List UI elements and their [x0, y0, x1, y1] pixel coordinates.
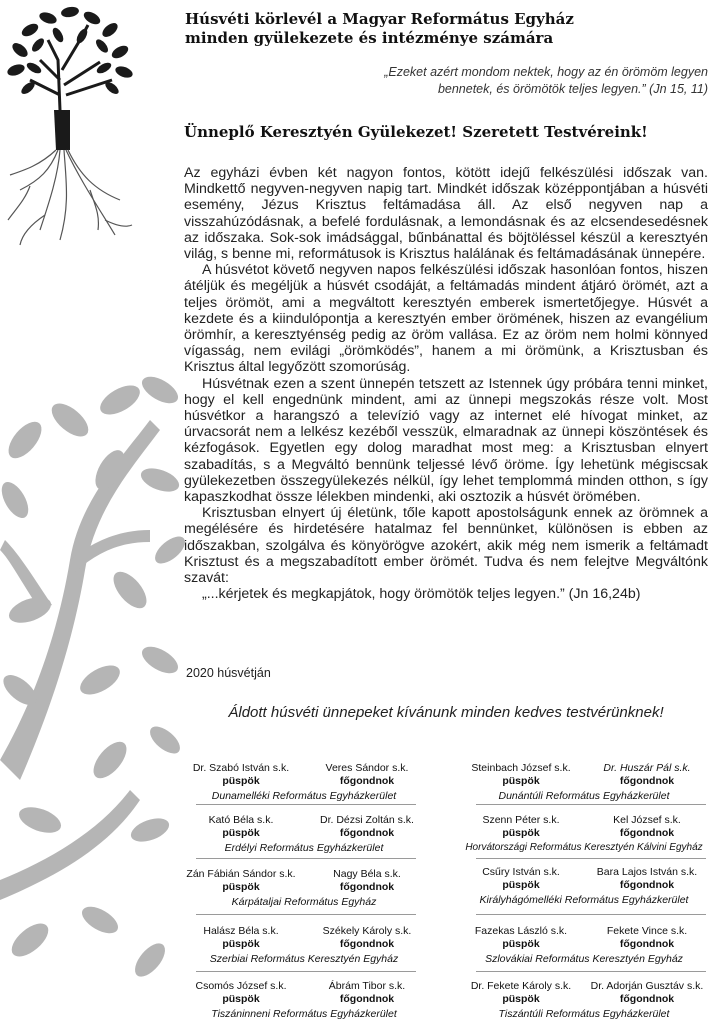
signature-block — [458, 925, 710, 969]
signer-name: Fekete Vince s.k. — [606, 925, 688, 937]
divider — [476, 804, 706, 805]
church-name: Dunamelléki Református Egyházkerület — [211, 790, 397, 802]
church-name: Erdélyi Református Egyházkerület — [224, 842, 384, 854]
signer-role: főgondnok — [339, 993, 395, 1005]
signer-role: püspök — [502, 775, 540, 787]
church-name: Dunántúli Református Egyházkerület — [498, 790, 670, 802]
signer-role: főgondnok — [619, 827, 675, 839]
signer-name: Csűry István s.k. — [482, 866, 560, 878]
signer-role: főgondnok — [339, 827, 395, 839]
signer-role: főgondnok — [619, 879, 675, 891]
signer-role: püspök — [222, 938, 260, 950]
signer-role: főgondnok — [619, 993, 675, 1005]
signer-role: püspök — [502, 993, 540, 1005]
signer-name: Steinbach József s.k. — [471, 762, 571, 774]
signer-role: püspök — [222, 827, 260, 839]
motto-line-1: „Ezeket azért mondom nektek, hogy az én örömöm legyen — [384, 65, 708, 79]
date-line: 2020 húsvétján — [186, 666, 271, 680]
title-line-1: Húsvéti körlevél a Magyar Református Egyház — [185, 10, 574, 28]
church-name: Tiszántúli Református Egyházkerület — [498, 1008, 670, 1020]
church-name: Horvátországi Református Keresztyén Kálvini Egyház — [465, 842, 703, 853]
signer-name: Zán Fábián Sándor s.k. — [186, 868, 296, 880]
paragraph-2: A húsvétot követő negyven napos felkészülési időszak hasonlóan fontos, hiszen átéljük és megéljük a húsvét csodáját, a feltámadás mindent átjáró örömét, azt a teljes örömöt, ami a megváltott keresztyén emberek ismertetőjegye. Húsvét a kezdete és a kiindulópontja a keresztyén ember örömének, hiszen az evangélium örömhír, a keresztyénség pedig az öröm vallása. Ez az öröm nem holmi könnyed vígasság, nem evilági „örömködés”, hanem a mi örömünk, a Krisztusban és Krisztus által legyőzött szomorúság. — [184, 262, 708, 376]
motto-line-2: bennetek, és örömötök teljes legyen.” (Jn 15, 11) — [437, 82, 708, 96]
divider — [476, 971, 706, 972]
signature-block — [178, 868, 430, 912]
title-line-2: minden gyülekezete és intézménye számára — [185, 29, 554, 47]
signer-role: főgondnok — [619, 938, 675, 950]
signer-name: Székely Károly s.k. — [322, 925, 412, 937]
signer-role: püspök — [502, 827, 540, 839]
signer-name: Halász Béla s.k. — [203, 925, 279, 937]
signer-role: püspök — [222, 993, 260, 1005]
paragraph-4: Krisztusban elnyert új életünk, tőle kapott apostolságunk ennek az örömnek a megélésére és hirdetésére hatalmaz fel bennünket, különösen is ebben az időszakban, szolgálva és könyörögve azokért, akik még nem ismerik a feltámadt Krisztust és a megszabadított ember örömét. Tudva és nem felejtve Megváltónk szavát: — [184, 505, 708, 587]
signature-block — [458, 762, 710, 806]
signer-role: főgondnok — [339, 938, 395, 950]
paragraph-3: Húsvétnak ezen a szent ünnepén tetszett az Istennek úgy próbára tenni minket, hogy el kell engednünk mindent, ami az ünnepi megszokás része volt. Most húsvétkor a harangszó a televízió vagy az internet elé hívogat minket, az úrvacsorát nem a lelkész kezéből vesszük, elmaradnak az ünnepi köszöntések és kézfogások. Egyetlen egy dolog maradhat most meg: a Krisztusban elnyert szabadítás, s a Megváltó bennünk teljessé lévő öröme. Így lehetünk mégiscsak gyülekezetben összegyülekezés nélkül, így lehet templommá minden otthon, s így kapaszkodhat össze lélekben mindenki, aki osztozik a húsvét örömében. — [184, 375, 708, 506]
church-name: Szerbiai Református Keresztyén Egyház — [209, 953, 399, 965]
signature-block — [458, 814, 710, 858]
signer-name: Dr. Huszár Pál s.k. — [603, 762, 691, 774]
divider — [196, 804, 416, 805]
divider — [196, 971, 416, 972]
signer-name: Bara Lajos István s.k. — [596, 866, 698, 878]
signer-name: Nagy Béla s.k. — [333, 868, 401, 880]
signature-block — [458, 980, 710, 1024]
church-name: Kárpátaljai Református Egyház — [231, 896, 377, 908]
signer-name: Dr. Fekete Károly s.k. — [470, 980, 572, 992]
signer-name: Ábrám Tibor s.k. — [328, 980, 406, 992]
divider — [196, 858, 416, 859]
signer-role: püspök — [222, 881, 260, 893]
closing-quote: „...kérjetek és megkapjátok, hogy örömötök teljes legyen.” (Jn 16,24b) — [202, 586, 641, 603]
divider — [476, 914, 706, 915]
signature-block — [178, 762, 430, 806]
signer-role: főgondnok — [619, 775, 675, 787]
divider — [196, 914, 416, 915]
signer-name: Kel József s.k. — [613, 814, 681, 826]
signer-name: Szenn Péter s.k. — [482, 814, 560, 826]
church-name: Királyhágómelléki Református Egyházkerület — [479, 894, 689, 906]
signer-name: Csomós József s.k. — [195, 980, 287, 992]
divider — [476, 858, 706, 859]
easter-wish: Áldott húsvéti ünnepeket kívánunk minden kedves testvérünknek! — [228, 704, 664, 721]
church-name: Tiszáninneni Református Egyházkerület — [211, 1008, 397, 1020]
signer-name: Dr. Adorján Gusztáv s.k. — [590, 980, 704, 992]
signer-name: Kató Béla s.k. — [208, 814, 274, 826]
signer-name: Dr. Szabó István s.k. — [192, 762, 290, 774]
signature-block — [178, 925, 430, 969]
signer-name: Dr. Dézsi Zoltán s.k. — [320, 814, 414, 826]
signature-block — [178, 980, 430, 1024]
greeting: Ünneplő Keresztyén Gyülekezet! Szeretett Testvéreink! — [184, 123, 648, 141]
paragraph-1: Az egyházi évben két nagyon fontos, kötött idejű felkészülési időszak van. Mindkettő negyven-negyven napig tart. Mindkét időszak középpontjában a húsvéti esemény, Jézus Krisztus feltámadása áll. Az első negyven nap a visszahúzódásnak, a befelé fordulásnak, a lemondásnak és az elcsendesedésnek az időszaka. Sok-sok imádsággal, bűnbánattal és böjtöléssel készül a keresztyén világ, s benne mi, reformátusok is Krisztus halálának és feltámadásának ünnepére. — [184, 165, 708, 263]
signer-role: főgondnok — [339, 775, 395, 787]
signature-block — [458, 866, 710, 910]
signer-role: püspök — [222, 775, 260, 787]
signer-role: püspök — [502, 938, 540, 950]
signer-role: főgondnok — [339, 881, 395, 893]
signature-block — [178, 814, 430, 858]
church-name: Szlovákiai Református Keresztyén Egyház — [485, 953, 683, 965]
signer-role: püspök — [502, 879, 540, 891]
signer-name: Veres Sándor s.k. — [325, 762, 409, 774]
signer-name: Fazekas László s.k. — [474, 925, 568, 937]
